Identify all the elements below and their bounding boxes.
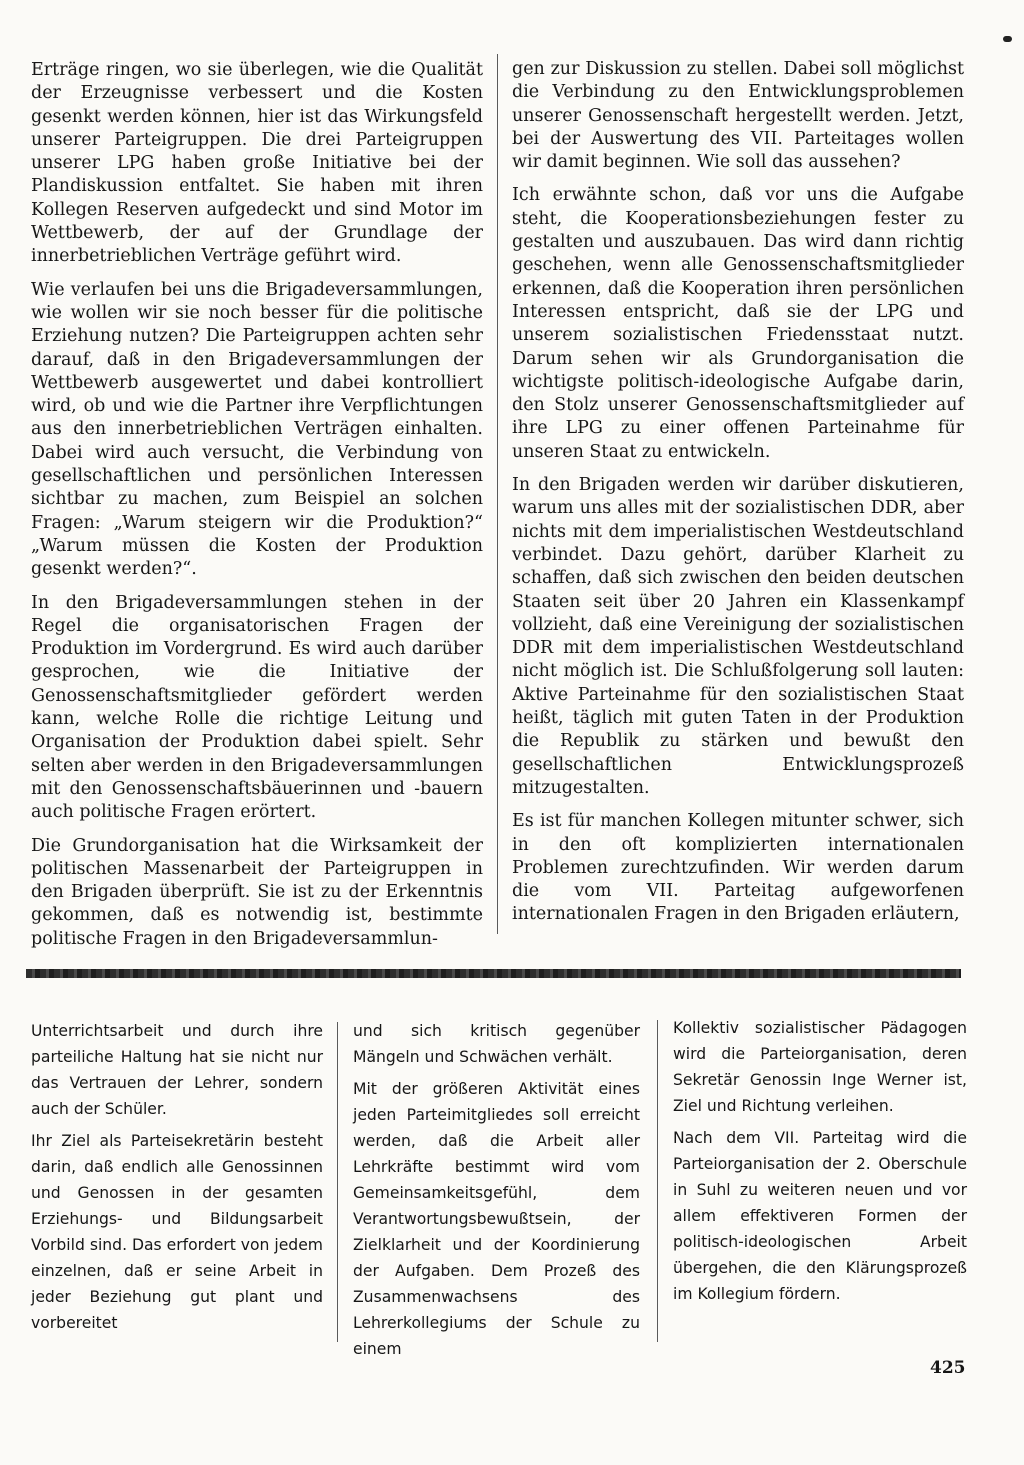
- paragraph: In den Brigadeversammlungen stehen in der Regel die organisatorischen Fragen der Produktion im Vordergrund. Es wird auch darüber gesprochen, wie die Initiative der Genossenschaftsmitglieder gefördert werden kann, welche Rolle die richtige Leitung und Organisation der Produktion dabei spielt. Sehr selten aber werden in den Brigadeversammlungen mit den Genossenschaftsbäuerinnen und -bauern auch politische Fragen erörtert.: [31, 592, 483, 823]
- column-rule: [337, 1022, 338, 1342]
- paragraph: Es ist für manchen Kollegen mitunter schwer, sich in den oft komplizierten internationalen Problemen zurechtzufinden. Wir werden darum die vom VII. Parteitag aufgeworfenen internationalen Fragen in den Brigaden erläutern,: [512, 811, 964, 925]
- bottom-article-middle-column: [353, 1018, 640, 1368]
- paragraph: Unterrichtsarbeit und durch ihre parteiliche Haltung hat sie nicht nur das Vertrauen der Lehrer, sondern auch der Schüler.: [31, 1022, 323, 1118]
- page-number: 425: [930, 1358, 966, 1378]
- paragraph: Die Grundorganisation hat die Wirksamkeit der politischen Massenarbeit der Parteigruppen in den Brigaden überprüft. Sie ist zu der Erkenntnis gekommen, daß es notwendig ist, bestimmte politische Fragen in den Brigadeversammlun-: [31, 835, 483, 949]
- column-rule: [497, 54, 498, 934]
- paragraph: Ich erwähnte schon, daß vor uns die Aufgabe steht, die Kooperationsbeziehungen fester zu gestalten und auszubauen. Das wird dann richtig geschehen, wenn alle Genossenschaftsmitglieder erkennen, daß die Kooperation ihren persönlichen Interessen entspricht, daß sie der LPG und unserem sozialistischen Friedensstaat nutzt. Darum sehen wir als Grundorganisation die wichtigste politisch-ideologische Aufgabe darin, den Stolz unserer Genossenschaftsmitglieder auf ihre LPG zu einer offenen Parteinahme für unseren Staat zu entwickeln.: [512, 185, 964, 462]
- column-rule: [657, 1020, 658, 1342]
- bottom-article-right-column: [673, 1015, 967, 1313]
- paragraph: Kollektiv sozialistischer Pädagogen wird die Parteiorganisation, deren Sekretär Genossin Inge Werner ist, Ziel und Richtung verleihen.: [673, 1019, 967, 1115]
- paragraph: In den Brigaden werden wir darüber diskutieren, warum uns alles mit der sozialistischen DDR, aber nichts mit dem imperialistischen Westdeutschland verbindet. Dazu gehört, darüber Klarheit zu schaffen, daß sich zwischen den beiden deutschen Staaten seit über 20 Jahren ein Klassenkampf vollzieht, daß eine Vereinigung der sozialistischen DDR mit dem imperialistischen Westdeutschland nicht möglich ist. Die Schlußfolgerung soll lauten: Aktive Parteinahme für den sozialistischen Staat heißt, täglich mit guten Taten in der Produktion die Republik zu stärken und bewußt den gesellschaftlichen Entwicklungsprozeß mitzugestalten.: [512, 475, 964, 798]
- top-article-left-column: [31, 59, 483, 961]
- paragraph: gen zur Diskussion zu stellen. Dabei soll möglichst die Verbindung zu den Entwicklungsproblemen unserer Genossenschaft hergestellt werden. Jetzt, bei der Auswertung des VII. Parteitages wollen wir damit beginnen. Wie soll das aussehen?: [512, 59, 964, 173]
- section-separator: [26, 969, 961, 978]
- paragraph: Erträge ringen, wo sie überlegen, wie die Qualität der Erzeugnisse verbessert und die Kosten gesenkt werden können, hier ist das Wirkungsfeld unserer Parteigruppen. Die drei Parteigruppen unserer LPG haben große Initiative bei der Plandiskussion entfaltet. Sie haben mit ihren Kollegen Reserven aufgedeckt und sind Motor im Wettbewerb, der auf der Grundlage der innerbetrieblichen Verträge geführt wird.: [31, 60, 483, 267]
- paragraph: Mit der größeren Aktivität eines jeden Parteimitgliedes soll erreicht werden, daß die Arbeit aller Lehrkräfte bestimmt wird vom Gemeinsamkeitsgefühl, dem Verantwortungsbewußtsein, der Zielklarheit und der Koordinierung der Aufgaben. Dem Prozeß des Zusammenwachsens des Lehrerkollegiums der Schule zu einem: [353, 1080, 640, 1358]
- paragraph: und sich kritisch gegenüber Mängeln und Schwächen verhält.: [353, 1022, 640, 1066]
- paragraph: Nach dem VII. Parteitag wird die Parteiorganisation der 2. Oberschule in Suhl zu weiteren neuen und vor allem effektiveren Formen der politisch-ideologischen Arbeit übergehen, die den Klärungsprozeß im Kollegium fördern.: [673, 1129, 967, 1303]
- paragraph: Wie verlaufen bei uns die Brigadeversammlungen, wie wollen wir sie noch besser für die politische Erziehung nutzen? Die Parteigruppen achten sehr darauf, daß in den Brigadeversammlungen der Wettbewerb ausgewertet und dabei kontrolliert wird, ob und wie die Partner ihre Verpflichtungen aus den innerbetrieblichen Verträgen einhalten. Dabei wird auch versucht, die Verbindung von gesellschaftlichen und persönlichen Interessen sichtbar zu machen, zum Beispiel an solchen Fragen: „Warum steigern wir die Produktion?“ „Warum müssen die Kosten der Produktion gesenkt werden?“.: [31, 279, 483, 580]
- top-article-right-column: [512, 58, 964, 937]
- paragraph: Ihr Ziel als Parteisekretärin besteht darin, daß endlich alle Genossinnen und Genossen in der gesamten Erziehungs- und Bildungsarbeit Vorbild sind. Das erfordert von jedem einzelnen, daß er seine Arbeit in jeder Beziehung gut plant und vorbereitet: [31, 1132, 323, 1332]
- edge-mark: [1003, 36, 1012, 42]
- bottom-article-left-column: [31, 1018, 323, 1342]
